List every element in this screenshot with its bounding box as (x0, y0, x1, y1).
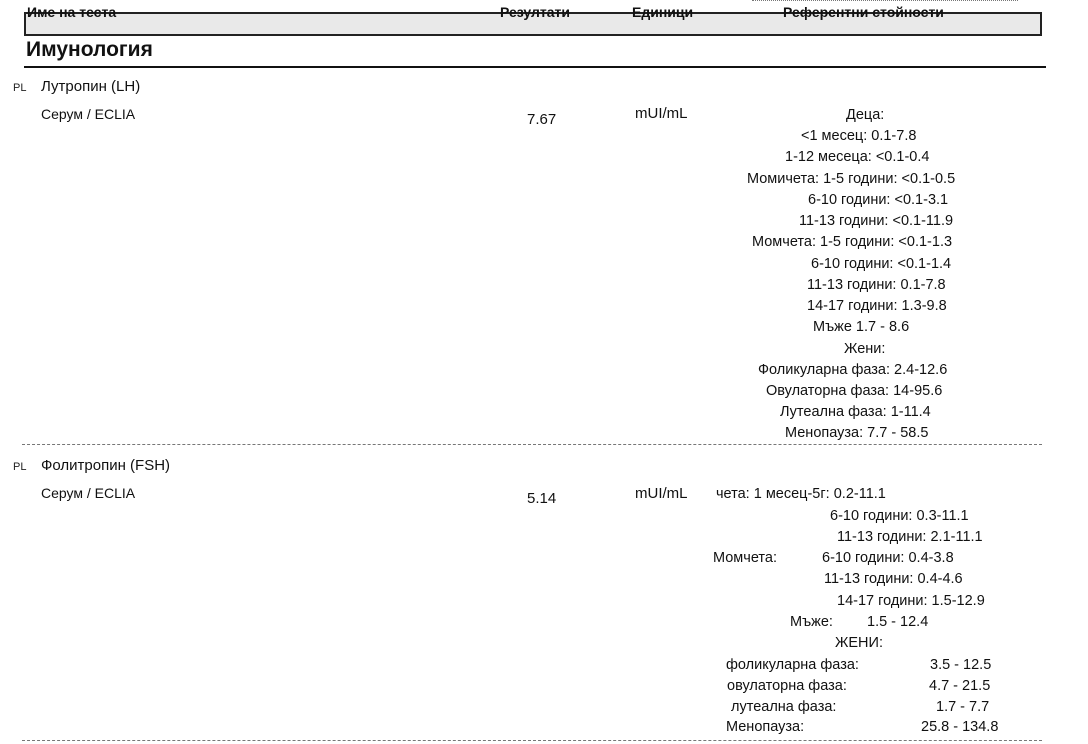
reference-line: 3.5 - 12.5 (930, 657, 992, 673)
reference-line: Менопауза: (726, 719, 805, 735)
reference-line: Фоликуларна фаза: 2.4-12.6 (758, 362, 948, 378)
reference-line: 11-13 години: 0.4-4.6 (824, 571, 963, 587)
section-title: Имунология (26, 38, 153, 61)
reference-line: 11-13 години: <0.1-11.9 (799, 213, 954, 229)
reference-line: ЖЕНИ: (835, 635, 883, 651)
reference-line: овулаторна фаза: (727, 678, 847, 694)
top-divider (752, 0, 1018, 1)
reference-line: чета: 1 месец-5г: 0.2-11.1 (716, 486, 886, 502)
reference-line: 6-10 години: 0.3-11.1 (830, 508, 969, 524)
test-sample: Серум / ECLIA (41, 485, 136, 501)
header-test-name: Име на теста (27, 4, 117, 20)
reference-line: 6-10 години: <0.1-1.4 (811, 256, 952, 272)
reference-line: 1.7 - 7.7 (936, 699, 990, 715)
reference-line: 14-17 години: 1.3-9.8 (807, 298, 947, 314)
header-units: Единици (632, 4, 694, 20)
reference-line: фоликуларна фаза: (726, 657, 859, 673)
reference-line: 14-17 години: 1.5-12.9 (837, 593, 985, 609)
header-results: Резултати (500, 4, 570, 20)
reference-line: Жени: (844, 341, 886, 357)
reference-line: <1 месец: 0.1-7.8 (801, 128, 917, 144)
reference-line: Момичета: 1-5 години: <0.1-0.5 (747, 171, 956, 187)
reference-line: Момчета: 1-5 години: <0.1-1.3 (752, 234, 953, 250)
reference-line: 1-12 месеца: <0.1-0.4 (785, 149, 930, 165)
reference-line: Лутеална фаза: 1-11.4 (780, 404, 931, 420)
section-divider (24, 66, 1046, 68)
row-divider (22, 740, 1042, 741)
reference-line: 11-13 години: 2.1-11.1 (837, 529, 983, 545)
test-result: 7.67 (527, 111, 557, 128)
reference-line: Момчета: (713, 550, 777, 566)
row-divider (22, 444, 1042, 445)
header-reference: Референтни стойности (783, 4, 944, 20)
reference-line: Мъже 1.7 - 8.6 (813, 319, 910, 335)
test-sample: Серум / ECLIA (41, 106, 136, 122)
reference-line: 4.7 - 21.5 (929, 678, 991, 694)
reference-line: Овулаторна фаза: 14-95.6 (766, 383, 943, 399)
reference-line: 25.8 - 134.8 (921, 719, 999, 735)
test-unit: mUI/mL (635, 105, 688, 122)
reference-line: 11-13 години: 0.1-7.8 (807, 277, 946, 293)
reference-line: Менопауза: 7.7 - 58.5 (785, 425, 929, 441)
test-tag: PL (13, 82, 27, 94)
test-tag: PL (13, 461, 27, 473)
reference-line: лутеална фаза: (731, 699, 837, 715)
reference-line: 6-10 години: 0.4-3.8 (822, 550, 954, 566)
reference-line: Мъже: (790, 614, 833, 630)
test-name: Фолитропин (FSH) (41, 457, 171, 474)
reference-line: 6-10 години: <0.1-3.1 (808, 192, 949, 208)
test-unit: mUI/mL (635, 485, 688, 502)
reference-line: 1.5 - 12.4 (867, 614, 929, 630)
test-name: Лутропин (LH) (41, 78, 141, 95)
reference-line: Деца: (846, 107, 885, 123)
test-result: 5.14 (527, 490, 557, 507)
